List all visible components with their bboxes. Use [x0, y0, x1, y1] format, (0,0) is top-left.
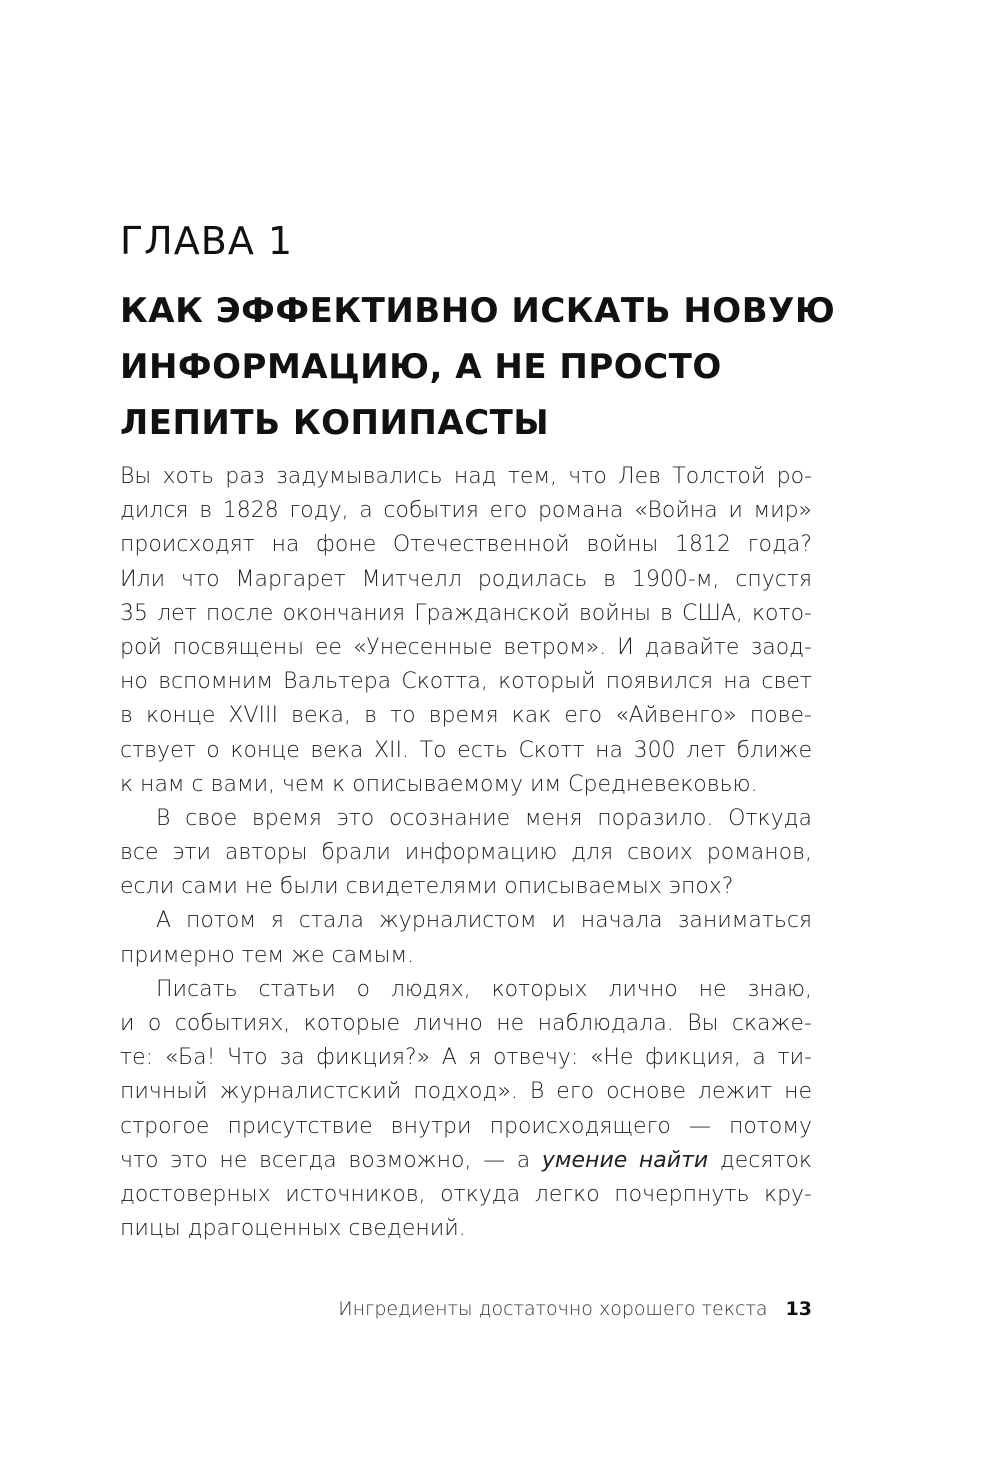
paragraph — [120, 460, 812, 802]
running-title: Ингредиенты достаточно хорошего текста — [338, 1298, 768, 1320]
text-line: примерно тем же самым. — [120, 942, 415, 968]
text-line: Вы хоть раз задумывались над тем, что Лев Толстой ро- — [120, 464, 812, 489]
text-line: пицы драгоценных сведений. — [120, 1216, 466, 1242]
text-line: В свое время это осознание меня поразило. Откуда — [156, 805, 812, 831]
text-line: и о событиях, которые лично не наблюдала. Вы скаже- — [120, 1011, 812, 1036]
chapter-title-line: ЛЕПИТЬ КОПИПАСТЫ — [120, 403, 550, 443]
text-line: рой посвящены ее «Унесенные ветром». И давайте заод- — [120, 634, 812, 660]
text-line: достоверных источников, откуда легко почерпнуть кру- — [120, 1181, 812, 1207]
paragraph — [120, 904, 812, 972]
text-line: к нам с вами, чем к описываемому им Средневековью. — [120, 771, 758, 797]
text-line: дился в 1828 году, а события его романа «Война и мир» — [120, 498, 812, 524]
chapter-title-line: КАК ЭФФЕКТИВНО ИСКАТЬ НОВУЮ — [120, 291, 836, 331]
text-line: происходят на фоне Отечественной войны 1812 года? — [120, 532, 812, 558]
text-line: те: «Ба! Что за фикция?» А я отвечу: «Не фикция, а ти- — [120, 1045, 812, 1071]
page-footer — [120, 1298, 812, 1320]
text-line: но вспомним Вальтера Скотта, который появился на свет — [120, 669, 812, 695]
italic-emphasis: умение найти — [541, 1147, 709, 1173]
text-line: строгое присутствие внутри происходящего — потому — [120, 1113, 812, 1139]
chapter-label: ГЛАВА 1 — [120, 219, 294, 263]
text-line: Писать статьи о людях, которых лично не знаю, — [156, 976, 812, 1002]
body-text — [120, 460, 812, 1246]
text-line: пичный журналистский подход». В его основе лежит не — [120, 1079, 812, 1105]
text-line: А потом я стала журналистом и начала заниматься — [156, 908, 812, 934]
paragraph — [120, 973, 812, 1247]
page-number: 13 — [785, 1298, 812, 1320]
text-run: десяток — [708, 1147, 812, 1173]
text-run: что это не всегда возможно, — а — [120, 1147, 542, 1173]
chapter-title — [120, 283, 880, 451]
text-line: ствует о конце века XII. То есть Скотт на 300 лет ближе — [120, 737, 812, 763]
text-line: в конце XVIII века, в то время как его «Айвенго» пове- — [120, 703, 812, 729]
text-line: 35 лет после окончания Гражданской войны в США, кото- — [120, 600, 812, 626]
text-line: все эти авторы брали информацию для своих романов, — [120, 840, 812, 866]
text-line: Или что Маргарет Митчелл родилась в 1900-м, спустя — [120, 566, 812, 592]
text-line — [120, 1144, 812, 1178]
text-line: если сами не были свидетелями описываемых эпох? — [120, 874, 734, 900]
chapter-title-line: ИНФОРМАЦИЮ, А НЕ ПРОСТО — [120, 347, 722, 387]
paragraph — [120, 802, 812, 905]
